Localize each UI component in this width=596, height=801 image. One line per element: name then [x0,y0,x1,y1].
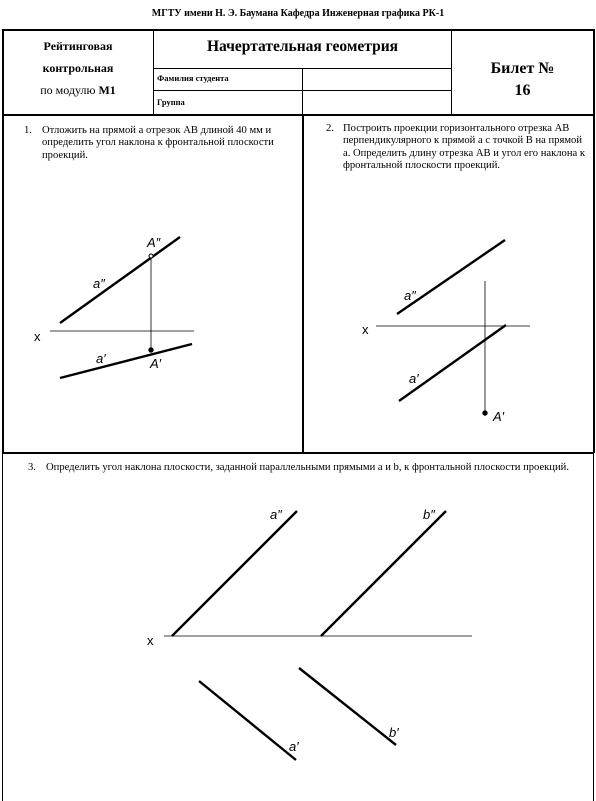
rating-line-1: Рейтинговая [43,39,113,53]
group-label: Группа [157,97,185,107]
task-1-drawing [50,237,194,378]
t3-line-b-top [299,668,396,745]
t1-label-A-top: A′ [150,356,162,371]
t2-line-a-top [399,325,506,401]
task-3-number: 3. [28,462,36,473]
t1-point-A-top [149,348,153,352]
ticket-title: Билет № [490,60,555,77]
t3-line-a-front [172,511,297,636]
t1-line-a-front [60,237,180,323]
student-name-label: Фамилия студента [157,73,229,83]
rating-line-2: контрольная [42,61,114,75]
task-2-text: Построить проекции горизонтального отрезка AB перпендикулярного к прямой a с точкой B на прямой a. Определить длину отрезка AB и угол его наклона к фронтальной плоскости проекций. [343,123,586,172]
task-3-text: Определить угол наклона плоскости, заданной параллельными прямыми a и b, к фронтальной плоскости проекций. [46,462,569,473]
t1-line-a-top [60,344,192,378]
module-name: М1 [98,83,116,97]
t2-label-A-top: A′ [493,409,505,424]
t3-line-b-front [321,511,446,636]
module-prefix: по модулю [40,83,99,97]
task-2-drawing [376,240,530,415]
t2-point-A-top [483,411,487,415]
t1-point-A-front [149,254,153,258]
t2-label-x: x [362,322,369,337]
ticket-number: 16 [514,82,531,99]
subject-title: Начертательная геометрия [206,38,399,55]
t2-label-a-top: a′ [409,371,419,386]
university-header: МГТУ имени Н. Э. Баумана Кафедра Инженерная графика РК-1 [151,8,445,19]
t3-label-a-top: a′ [289,739,299,754]
t3-label-b-front: b″ [423,507,435,522]
t3-label-b-top: b′ [389,725,399,740]
t1-label-A-front: A″ [147,235,161,250]
t1-label-x: x [34,329,41,344]
t2-label-a-front: a″ [404,288,416,303]
task-3-drawing [164,511,472,760]
t3-label-x: x [147,633,154,648]
task-1-text: Отложить на прямой a отрезок AB длиной 40 мм и определить угол наклона к фронтальной плоскости проекций. [42,125,274,161]
t1-label-a-front: a″ [93,276,105,291]
t3-label-a-front: a″ [270,507,282,522]
t1-label-a-top: a′ [96,351,106,366]
task-2-number: 2. [326,123,334,134]
t3-line-a-top [199,681,296,760]
task-1-number: 1. [24,125,32,136]
